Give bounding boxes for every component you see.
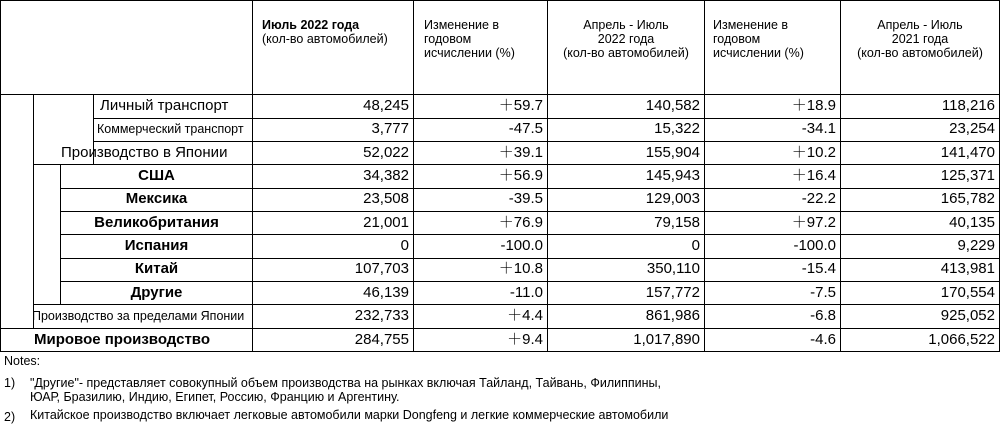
table-cell: 3,777: [371, 120, 409, 137]
table-cell: ＋59.7: [498, 97, 543, 114]
table-cell: 129,003: [645, 190, 700, 207]
table-cell: 165,782: [940, 190, 995, 207]
notes-title: Notes:: [4, 354, 41, 368]
table-border: [0, 0, 1000, 1]
table-cell: 1,066,522: [928, 331, 995, 348]
table-cell: 140,582: [645, 97, 700, 114]
row-label: Производство за пределами Японии: [32, 309, 245, 323]
row-label: Личный транспорт: [100, 97, 229, 114]
header-col4-line: Изменение в: [713, 18, 789, 32]
table-cell: 15,322: [654, 120, 700, 137]
header-col3-line: (кол-во автомобилей): [563, 46, 689, 60]
table-cell: ＋4.4: [507, 307, 543, 324]
table-border: [0, 0, 1, 352]
table-cell: ＋39.1: [498, 144, 543, 161]
note-number: 1): [4, 376, 16, 390]
table-cell: -7.5: [810, 284, 836, 301]
table-cell: 118,216: [941, 97, 995, 114]
table-cell: 34,382: [363, 167, 409, 184]
table-cell: 145,943: [645, 167, 700, 184]
row-label: Коммерческий транспорт: [97, 122, 244, 136]
table-cell: -34.1: [801, 120, 836, 137]
table-cell: -39.5: [508, 190, 543, 207]
table-cell: 155,904: [645, 144, 700, 161]
table-cell: 21,001: [363, 214, 409, 231]
table-cell: 9,229: [957, 237, 995, 254]
table-cell: 157,772: [645, 284, 700, 301]
row-label: Испания: [124, 237, 189, 254]
table-cell: ＋76.9: [498, 214, 543, 231]
row-label: США: [138, 167, 175, 184]
table-cell: 52,022: [363, 144, 409, 161]
header-col1-sub: (кол-во автомобилей): [262, 32, 388, 46]
header-col2-line: Изменение в: [424, 18, 500, 32]
table-cell: -4.6: [810, 331, 836, 348]
header-col4-line: годовом: [713, 32, 761, 46]
table-cell: 170,554: [940, 284, 995, 301]
table-cell: 1,017,890: [633, 331, 700, 348]
table-cell: 861,986: [645, 307, 700, 324]
table-cell: -22.2: [801, 190, 836, 207]
table-cell: 23,508: [363, 190, 409, 207]
table-cell: ＋9.4: [507, 331, 543, 348]
table-border: [0, 351, 1000, 352]
header-col5-line: 2021 года: [891, 32, 949, 46]
row-label: Великобритания: [94, 214, 219, 231]
row-label: Производство в Японии: [61, 144, 228, 161]
header-col1-title: Июль 2022 года: [262, 18, 360, 32]
table-cell: 232,733: [354, 307, 409, 324]
note-text: "Другие"- представляет совокупный объем производства на рынках включая Тайланд, Тайвань, Филиппины,: [30, 376, 662, 390]
table-cell: ＋10.2: [791, 144, 836, 161]
row-label: Мировое производство: [34, 331, 210, 348]
table-cell: 413,981: [940, 260, 995, 277]
row-label: Другие: [130, 284, 183, 301]
header-col3-line: 2022 года: [597, 32, 655, 46]
table-cell: -15.4: [801, 260, 836, 277]
table-cell: -100.0: [500, 237, 543, 254]
table-cell: 0: [400, 237, 409, 254]
table-cell: 79,158: [654, 214, 700, 231]
table-cell: -11.0: [509, 284, 543, 301]
indent-line: [33, 94, 34, 329]
table-cell: -6.8: [810, 307, 836, 324]
header-col5-line: Апрель - Июль: [877, 18, 963, 32]
header-col5: [841, 18, 999, 60]
table-cell: 107,703: [354, 260, 409, 277]
table-cell: 925,052: [940, 307, 995, 324]
table-cell: 350,110: [646, 260, 700, 277]
table-cell: 48,245: [363, 97, 409, 114]
note-text: Китайское производство включает легковые автомобили марки Dongfeng и легкие коммерческие автомобили: [30, 408, 669, 422]
header-col3-line: Апрель - Июль: [583, 18, 669, 32]
table-cell: 125,371: [940, 167, 995, 184]
table-cell: 46,139: [363, 284, 409, 301]
table-cell: -47.5: [508, 120, 543, 137]
header-col2-line: годовом: [424, 32, 472, 46]
column-divider: [252, 0, 253, 352]
table-cell: 141,470: [940, 144, 995, 161]
table-cell: 40,135: [949, 214, 995, 231]
note-text: ЮАР, Бразилию, Индию, Египет, Россию, Францию и Аргентину.: [30, 390, 400, 404]
table-cell: 0: [691, 237, 700, 254]
table-cell: ＋10.8: [498, 260, 543, 277]
header-col4: [713, 18, 839, 60]
table-cell: ＋16.4: [791, 167, 836, 184]
row-label: Китай: [134, 260, 179, 277]
header-col1: [262, 18, 412, 46]
table-cell: 284,755: [354, 331, 409, 348]
table-cell: ＋18.9: [791, 97, 836, 114]
header-col3: [548, 18, 704, 60]
table-cell: -100.0: [793, 237, 836, 254]
header-col2-line: исчислении (%): [424, 46, 515, 60]
header-col4-line: исчислении (%): [713, 46, 804, 60]
note-number: 2): [4, 410, 16, 424]
table-cell: ＋97.2: [791, 214, 836, 231]
header-col5-line: (кол-во автомобилей): [857, 46, 983, 60]
header-col2: [424, 18, 548, 60]
row-label: Мексика: [125, 190, 188, 207]
table-cell: ＋56.9: [498, 167, 543, 184]
table-cell: 23,254: [949, 120, 995, 137]
